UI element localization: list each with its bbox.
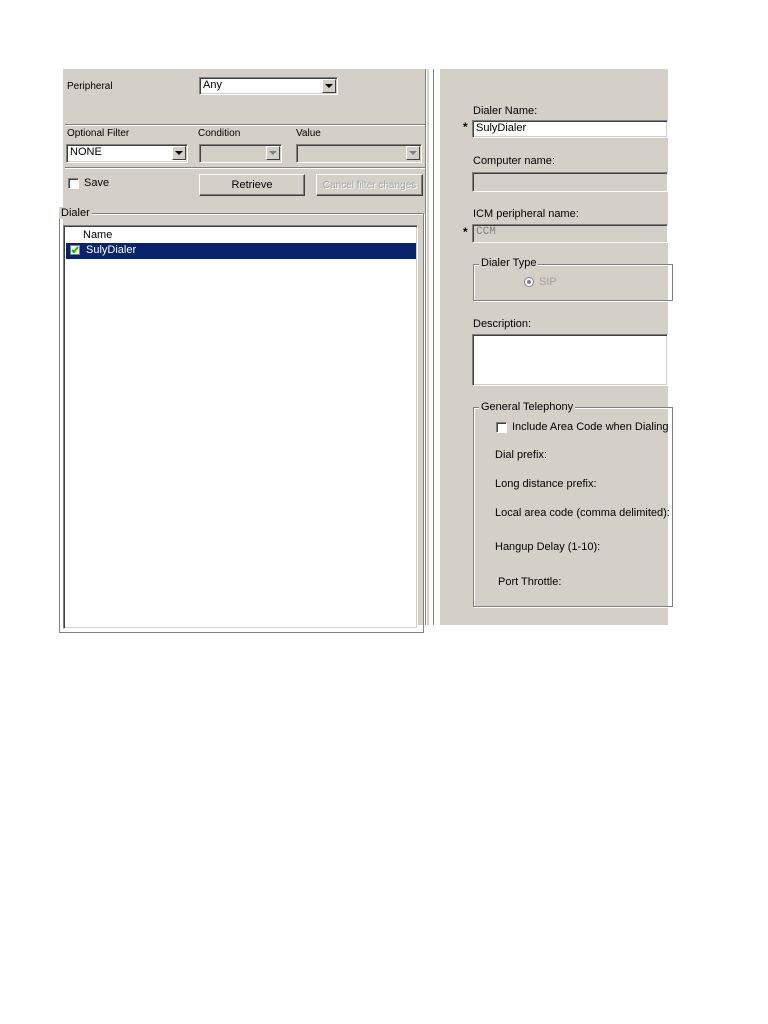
icm-peripheral-input[interactable] bbox=[472, 224, 668, 243]
column-header-name[interactable]: Name bbox=[83, 229, 113, 241]
optional-filter-value: NONE bbox=[70, 146, 102, 158]
description-label: Description: bbox=[473, 318, 532, 330]
dialer-type-group bbox=[473, 264, 673, 301]
computer-name-label: Computer name: bbox=[473, 155, 555, 167]
scrollbar-track bbox=[425, 69, 427, 625]
divider bbox=[65, 167, 427, 169]
chevron-down-icon[interactable] bbox=[406, 146, 420, 160]
icm-peripheral-label: ICM peripheral name: bbox=[473, 208, 579, 220]
sip-radio[interactable] bbox=[524, 277, 534, 287]
general-telephony-label: General Telephony bbox=[481, 401, 574, 413]
chevron-down-icon[interactable] bbox=[322, 79, 336, 93]
icm-peripheral-value: CCM bbox=[476, 226, 496, 238]
dialer-group-label: Dialer bbox=[61, 207, 90, 219]
cancel-filter-changes-button[interactable]: Cancel filter changes bbox=[316, 174, 423, 196]
dialer-name-input[interactable] bbox=[472, 120, 668, 138]
dialer-name-cell: SulyDialer bbox=[86, 244, 137, 256]
description-input[interactable] bbox=[472, 334, 668, 386]
dial-prefix-label: Dial prefix: bbox=[495, 449, 547, 461]
long-distance-prefix-label: Long distance prefix: bbox=[495, 478, 597, 490]
sip-label: SIP bbox=[539, 276, 557, 288]
chevron-down-icon[interactable] bbox=[172, 146, 186, 160]
local-area-code-label: Local area code (comma delimited): bbox=[495, 507, 670, 519]
value-label: Value bbox=[296, 128, 321, 139]
filter-panel bbox=[63, 69, 429, 625]
detail-panel bbox=[440, 69, 668, 625]
save-checkbox[interactable] bbox=[68, 178, 79, 189]
save-label: Save bbox=[84, 177, 110, 189]
condition-dropdown[interactable] bbox=[199, 144, 282, 163]
dialer-name-value: SulyDialer bbox=[476, 122, 527, 134]
retrieve-button[interactable]: Retrieve bbox=[199, 174, 305, 196]
optional-filter-label: Optional Filter bbox=[67, 128, 130, 139]
condition-label: Condition bbox=[198, 128, 241, 139]
include-area-code-checkbox[interactable] bbox=[496, 422, 507, 433]
computer-name-input[interactable] bbox=[472, 172, 668, 192]
peripheral-value: Any bbox=[203, 79, 222, 91]
divider bbox=[65, 124, 427, 126]
optional-filter-dropdown[interactable] bbox=[66, 144, 188, 163]
value-dropdown[interactable] bbox=[296, 144, 422, 163]
dialer-list[interactable] bbox=[63, 225, 418, 629]
required-marker: * bbox=[463, 120, 468, 134]
peripheral-label: Peripheral bbox=[67, 81, 113, 92]
include-area-code-label: Include Area Code when Dialing bbox=[512, 421, 669, 433]
check-icon bbox=[70, 245, 80, 255]
dialer-name-label: Dialer Name: bbox=[473, 105, 538, 117]
required-marker: * bbox=[463, 225, 468, 239]
chevron-down-icon[interactable] bbox=[266, 146, 280, 160]
radio-dot-icon bbox=[527, 280, 531, 284]
table-row[interactable] bbox=[66, 243, 416, 259]
peripheral-dropdown[interactable] bbox=[199, 77, 338, 95]
port-throttle-label: Port Throttle: bbox=[498, 576, 562, 588]
dialer-type-label: Dialer Type bbox=[481, 257, 537, 269]
hangup-delay-label: Hangup Delay (1-10): bbox=[495, 541, 601, 553]
splitter[interactable] bbox=[433, 69, 435, 625]
